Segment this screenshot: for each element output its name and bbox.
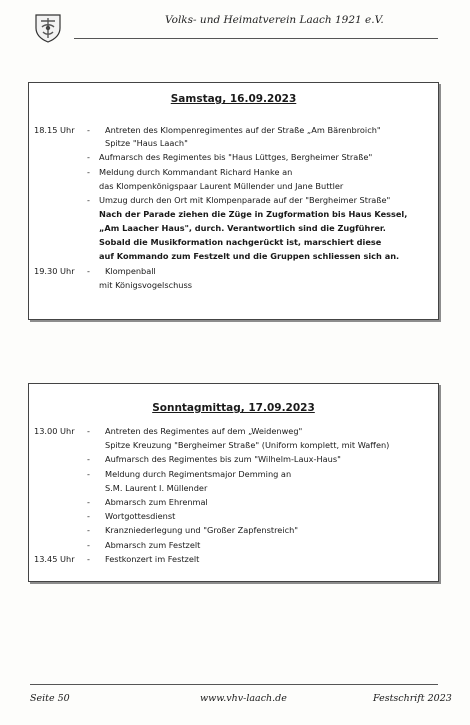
schedule-line: Wortgottesdienst <box>105 511 176 521</box>
schedule-line: S.M. Laurent I. Müllender <box>105 483 208 493</box>
bullet-dash: - <box>87 426 90 436</box>
coat-of-arms-icon <box>33 13 63 43</box>
schedule-line: Spitze Kreuzung "Bergheimer Straße" (Uniform komplett, mit Waffen) <box>105 440 390 450</box>
schedule-line: Umzug durch den Ort mit Klompenparade auf der "Bergheimer Straße" <box>99 195 391 205</box>
schedule-line: Kranzniederlegung und "Großer Zapfenstreich" <box>105 525 299 535</box>
saturday-schedule-box <box>28 82 439 320</box>
schedule-line-bold: auf Kommando zum Festzelt und die Gruppen schliessen sich an. <box>99 251 400 261</box>
sunday-schedule-box <box>28 383 439 582</box>
schedule-line: Spitze "Haus Laach" <box>105 138 188 148</box>
bullet-dash: - <box>87 497 90 507</box>
schedule-line: Antreten des Klompenregimentes auf der Straße „Am Bärenbroich" <box>105 125 381 135</box>
time-label: 18.15 Uhr <box>34 125 75 135</box>
time-label: 13.45 Uhr <box>34 554 75 564</box>
page-number: Seite 50 <box>30 693 70 704</box>
schedule-line: Abmarsch zum Ehrenmal <box>105 497 208 507</box>
footer-divider <box>30 684 438 685</box>
schedule-line: Meldung durch Kommandant Richard Hanke an <box>99 167 293 177</box>
bullet-dash: - <box>87 469 90 479</box>
header-divider <box>74 38 438 39</box>
page-footer <box>0 684 470 725</box>
bullet-dash: - <box>87 511 90 521</box>
schedule-line: Antreten des Regimentes auf dem „Weidenweg" <box>105 426 303 436</box>
time-label: 19.30 Uhr <box>34 266 75 276</box>
bullet-dash: - <box>87 454 90 464</box>
time-label: 13.00 Uhr <box>34 426 75 436</box>
sunday-title: Sonntagmittag, 17.09.2023 <box>152 402 315 414</box>
bullet-dash: - <box>87 195 90 205</box>
bullet-dash: - <box>87 540 90 550</box>
schedule-line: Klompenball <box>105 266 156 276</box>
schedule-line: das Klompenkönigspaar Laurent Müllender und Jane Buttler <box>99 181 344 191</box>
schedule-line: mit Königsvogelschuss <box>99 280 193 290</box>
bullet-dash: - <box>87 525 90 535</box>
schedule-line: Aufmarsch des Regimentes bis zum "Wilhelm-Laux-Haus" <box>105 454 341 464</box>
bullet-dash: - <box>87 167 90 177</box>
bullet-dash: - <box>87 266 90 276</box>
schedule-line: Aufmarsch des Regimentes bis "Haus Lüttges, Bergheimer Straße" <box>99 152 373 162</box>
schedule-line-bold: „Am Laacher Haus", durch. Verantwortlich sind die Zugführer. <box>99 223 386 233</box>
saturday-title: Samstag, 16.09.2023 <box>170 93 297 105</box>
header-title: Volks- und Heimatverein Laach 1921 e.V. <box>165 14 384 26</box>
schedule-line: Festkonzert im Festzelt <box>105 554 200 564</box>
website-url: www.vhv-laach.de <box>200 693 287 704</box>
schedule-line-bold: Sobald die Musikformation nachgerückt ist, marschiert diese <box>99 237 382 247</box>
schedule-line: Meldung durch Regimentsmajor Demming an <box>105 469 292 479</box>
page-header <box>0 0 470 44</box>
publication-name: Festschrift 2023 <box>373 693 452 704</box>
bullet-dash: - <box>87 554 90 564</box>
schedule-line-bold: Nach der Parade ziehen die Züge in Zugformation bis Haus Kessel, <box>99 209 408 219</box>
schedule-line: Abmarsch zum Festzelt <box>105 540 201 550</box>
bullet-dash: - <box>87 152 90 162</box>
bullet-dash: - <box>87 125 90 135</box>
